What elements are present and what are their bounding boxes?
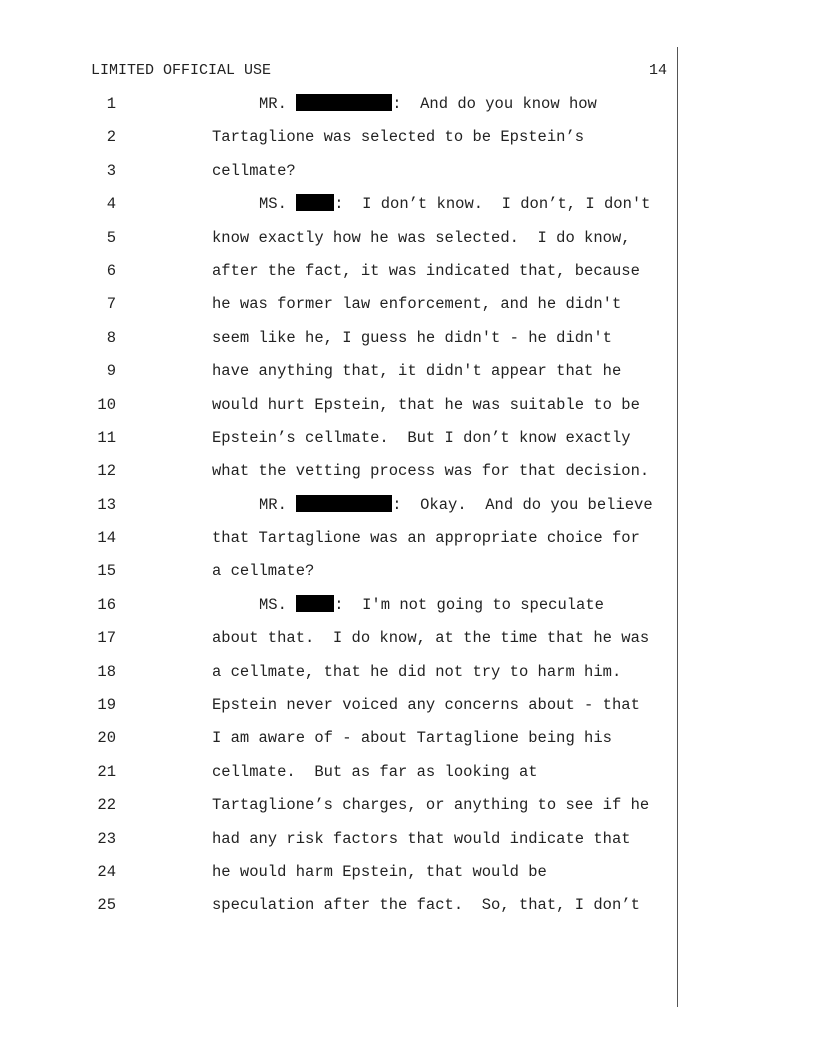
line-text: that Tartaglione was an appropriate choice for — [212, 529, 640, 548]
transcript-line — [0, 760, 816, 793]
line-number: 17 — [97, 629, 116, 648]
speaker-line-text — [259, 193, 650, 215]
line-number: 22 — [97, 796, 116, 815]
line-text: have anything that, it didn't appear that he — [212, 362, 622, 381]
speech-text: : Okay. And do you believe — [392, 495, 653, 514]
line-number: 8 — [106, 328, 116, 347]
line-text: I am aware of - about Tartaglione being his — [212, 729, 612, 748]
line-text: had any risk factors that would indicate that — [212, 829, 631, 848]
line-text: a cellmate? — [212, 562, 315, 581]
line-number: 12 — [97, 462, 116, 481]
line-number: 1 — [106, 95, 116, 113]
transcript-line — [0, 326, 816, 359]
transcript-line — [0, 125, 816, 158]
speaker-line-text — [259, 594, 604, 616]
speaker-title: MS. — [259, 595, 287, 614]
line-number: 18 — [97, 662, 116, 681]
line-number: 24 — [97, 862, 116, 881]
transcript-line — [0, 593, 816, 626]
redaction-bar — [296, 495, 392, 512]
line-text: Epstein’s cellmate. But I don’t know exactly — [212, 428, 631, 447]
line-text: he was former law enforcement, and he didn't — [212, 295, 622, 314]
page-header — [91, 61, 667, 81]
speaker-title: MR. — [259, 495, 287, 514]
transcript-line — [0, 626, 816, 659]
redaction-bar — [296, 94, 392, 111]
transcript-body — [0, 92, 816, 927]
line-number: 25 — [97, 896, 116, 915]
line-text: about that. I do know, at the time that he was — [212, 629, 650, 648]
transcript-line — [0, 359, 816, 392]
line-text: seem like he, I guess he didn't - he didn't — [212, 328, 612, 347]
line-text: Tartaglione was selected to be Epstein’s — [212, 128, 585, 147]
transcript-line — [0, 726, 816, 759]
line-text: a cellmate, that he did not try to harm him. — [212, 662, 622, 681]
redaction-bar — [296, 595, 334, 612]
line-number: 6 — [106, 261, 116, 280]
line-number: 9 — [106, 362, 116, 381]
speech-text: : And do you know how — [392, 95, 597, 113]
transcript-line — [0, 292, 816, 325]
line-number: 19 — [97, 696, 116, 715]
line-number: 5 — [106, 228, 116, 247]
transcript-line — [0, 192, 816, 225]
line-number: 13 — [97, 495, 116, 514]
transcript-line — [0, 860, 816, 893]
transcript-line — [0, 459, 816, 492]
transcript-line — [0, 426, 816, 459]
line-number: 10 — [97, 395, 116, 414]
line-text: he would harm Epstein, that would be — [212, 862, 547, 881]
line-number: 14 — [97, 529, 116, 548]
speaker-title: MS. — [259, 195, 287, 214]
speaker-line-text — [259, 494, 653, 516]
transcript-line — [0, 693, 816, 726]
speaker-line-text — [259, 93, 597, 115]
line-text: Tartaglione’s charges, or anything to see if he — [212, 796, 650, 815]
line-number: 15 — [97, 562, 116, 581]
line-text: speculation after the fact. So, that, I don’t — [212, 896, 640, 915]
line-number: 2 — [106, 128, 116, 147]
line-text: cellmate? — [212, 161, 296, 180]
line-number: 23 — [97, 829, 116, 848]
transcript-line — [0, 159, 816, 192]
line-text: Epstein never voiced any concerns about - that — [212, 696, 640, 715]
line-number: 7 — [106, 295, 116, 314]
line-number: 20 — [97, 729, 116, 748]
speaker-title: MR. — [259, 95, 287, 113]
line-number: 3 — [106, 161, 116, 180]
transcript-line — [0, 559, 816, 592]
line-number: 4 — [106, 195, 116, 214]
line-text: know exactly how he was selected. I do know, — [212, 228, 631, 247]
line-text: after the fact, it was indicated that, because — [212, 261, 640, 280]
transcript-line — [0, 893, 816, 926]
line-number: 21 — [97, 762, 116, 781]
line-text: cellmate. But as far as looking at — [212, 762, 538, 781]
transcript-line — [0, 226, 816, 259]
transcript-line — [0, 526, 816, 559]
transcript-line — [0, 493, 816, 526]
transcript-line — [0, 393, 816, 426]
speech-text: : I don’t know. I don’t, I don't — [334, 195, 651, 214]
line-text: would hurt Epstein, that he was suitable to be — [212, 395, 640, 414]
speech-text: : I'm not going to speculate — [334, 595, 604, 614]
page-number: 14 — [648, 62, 667, 79]
line-number: 11 — [97, 428, 116, 447]
transcript-line — [0, 92, 816, 125]
redaction-bar — [296, 194, 334, 211]
transcript-line — [0, 259, 816, 292]
transcript-line — [0, 793, 816, 826]
transcript-line — [0, 827, 816, 860]
classification-marking: LIMITED OFFICIAL USE — [91, 62, 272, 79]
line-text: what the vetting process was for that decision. — [212, 462, 650, 481]
transcript-line — [0, 660, 816, 693]
line-number: 16 — [97, 595, 116, 614]
